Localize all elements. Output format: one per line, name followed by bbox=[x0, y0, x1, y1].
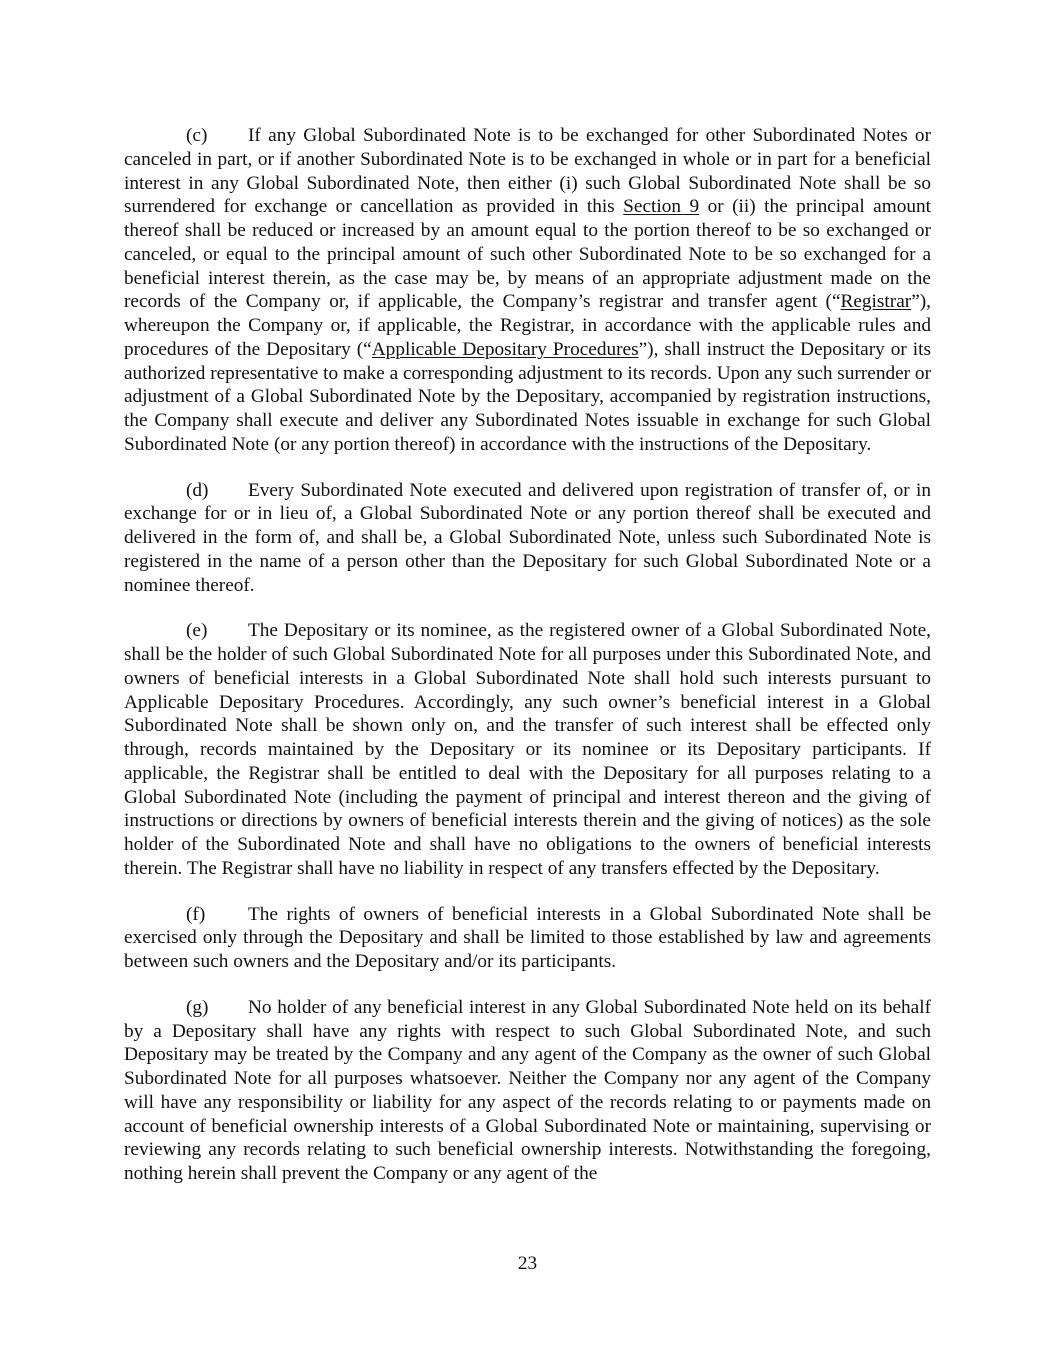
paragraph-d bbox=[124, 479, 931, 598]
paragraph-label-e: (e) bbox=[186, 620, 208, 642]
paragraph-g-text: No holder of any beneficial interest in any Global Subordinated Note held on its behalf by a Depositary shall have any rights with respect to such Global Subordinated Note, and such Depositary may be treated by the Company and any agent of the Company as the owner of such Global Subordinated Note for all purposes whatsoever. Neither the Company nor any agent of the Company will have any responsibility or liability for any aspect of the records relating to or payments made on account of beneficial ownership interests of a Global Subordinated Note or maintaining, supervising or reviewing any records relating to such beneficial ownership interests. Notwithstanding the foregoing, nothing herein shall prevent the Company or any agent of the bbox=[124, 996, 931, 1184]
section-9-reference: Section 9 bbox=[623, 196, 700, 218]
paragraph-c-text-3: ”), whereupon the Company or, if applicable, the Registrar, in accordance with the applicable rules and procedures of the Depositary (“ bbox=[124, 291, 931, 360]
document-body bbox=[124, 124, 931, 1208]
page-number: 23 bbox=[517, 1253, 538, 1274]
applicable-depositary-procedures-term: Applicable Depositary Procedures bbox=[371, 338, 639, 360]
paragraph-label-d: (d) bbox=[186, 479, 209, 501]
registrar-defined-term: Registrar bbox=[840, 291, 912, 313]
paragraph-e bbox=[124, 619, 931, 880]
paragraph-f bbox=[124, 903, 931, 974]
paragraph-c-text-1: If any Global Subordinated Note is to be exchanged for other Subordinated Notes or canceled in part, or if another Subordinated Note is to be exchanged in whole or in part for a beneficial interest in any Global Subordinated Note, then either (i) such Global Subordinated Note shall be so surrendered for exchange or cancellation as provided in this bbox=[124, 125, 931, 218]
paragraph-f-text: The rights of owners of beneficial interests in a Global Subordinated Note shall be exercised only through the Depositary and shall be limited to those established by law and agreements between such owners and the Depositary and/or its participants. bbox=[124, 903, 931, 972]
paragraph-c bbox=[124, 124, 931, 457]
paragraph-c-text-4: ”), shall instruct the Depositary or its authorized representative to make a corresponding adjustment to its records. Upon any such surrender or adjustment of a Global Subordinated Note by the Depositary, accompanied by registration instructions, the Company shall execute and deliver any Subordinated Notes issuable in exchange for such Global Subordinated Note (or any portion thereof) in accordance with the instructions of the Depositary. bbox=[124, 338, 932, 455]
paragraph-g bbox=[124, 996, 931, 1186]
paragraph-e-text: The Depositary or its nominee, as the registered owner of a Global Subordinated Note, shall be the holder of such Global Subordinated Note for all purposes under this Subordinated Note, and owners of beneficial interests in a Global Subordinated Note shall hold such interests pursuant to Applicable Depositary Procedures. Accordingly, any such owner’s beneficial interest in a Global Subordinated Note shall be shown only on, and the transfer of such interest shall be effected only through, records maintained by the Depositary or its nominee or its Depositary participants. If applicable, the Registrar shall be entitled to deal with the Depositary for all purposes relating to a Global Subordinated Note (including the payment of principal and interest thereon and the giving of instructions or directions by owners of beneficial interests therein and the giving of notices) as the sole holder of the Subordinated Note and shall have no obligations to the owners of beneficial interests therein. The Registrar shall have no liability in respect of any transfers effected by the Depositary. bbox=[124, 620, 931, 879]
paragraph-d-text: Every Subordinated Note executed and delivered upon registration of transfer of, or in exchange for or in lieu of, a Global Subordinated Note or any portion thereof shall be executed and delivered in the form of, and shall be, a Global Subordinated Note, unless such Subordinated Note is registered in the name of a person other than the Depositary for such Global Subordinated Note or a nominee thereof. bbox=[124, 479, 931, 596]
paragraph-label-c: (c) bbox=[186, 125, 208, 146]
paragraph-c-text-2: or (ii) the principal amount thereof shall be reduced or increased by an amount equal to the portion thereof to be so exchanged or canceled, or equal to the principal amount of such other Subordinated Note to be so exchanged for a beneficial interest therein, as the case may be, by means of an appropriate adjustment made on the records of the Company or, if applicable, the Company’s registrar and transfer agent (“ bbox=[124, 196, 932, 313]
paragraph-label-f: (f) bbox=[186, 903, 206, 925]
paragraph-label-g: (g) bbox=[186, 996, 209, 1018]
